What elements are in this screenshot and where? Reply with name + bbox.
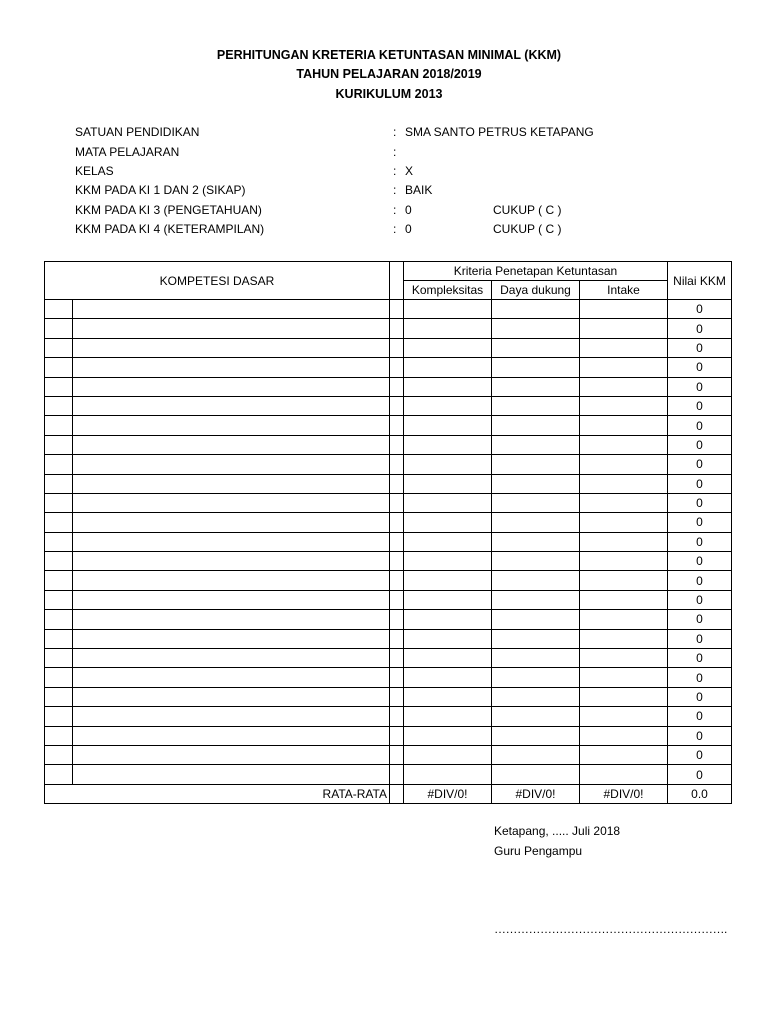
info-colon: : xyxy=(393,145,397,159)
table-row xyxy=(45,707,732,726)
intake-cell xyxy=(580,571,668,590)
kd-number-cell xyxy=(45,629,73,648)
intake-cell xyxy=(580,319,668,338)
daya-dukung-cell xyxy=(492,532,580,551)
nilai-kkm-cell: 0 xyxy=(668,493,732,512)
kompleksitas-cell xyxy=(404,474,492,493)
average-label: RATA-RATA xyxy=(45,784,390,803)
kd-number-cell xyxy=(45,532,73,551)
intake-cell xyxy=(580,552,668,571)
intake-header: Intake xyxy=(580,281,668,300)
kompleksitas-cell xyxy=(404,707,492,726)
intake-cell xyxy=(580,765,668,784)
spacer-cell xyxy=(390,396,404,415)
spacer-cell xyxy=(390,571,404,590)
kd-number-cell xyxy=(45,687,73,706)
kompleksitas-cell xyxy=(404,416,492,435)
spacer-cell xyxy=(390,416,404,435)
nilai-kkm-cell: 0 xyxy=(668,552,732,571)
kd-description-cell xyxy=(73,416,390,435)
spacer-cell xyxy=(390,358,404,377)
kd-number-cell xyxy=(45,358,73,377)
spacer-cell xyxy=(390,745,404,764)
daya-dukung-cell xyxy=(492,571,580,590)
table-row xyxy=(45,610,732,629)
kompleksitas-cell xyxy=(404,358,492,377)
info-label: KKM PADA KI 1 DAN 2 (SIKAP) xyxy=(75,183,246,197)
nilai-kkm-cell: 0 xyxy=(668,474,732,493)
nilai-kkm-cell: 0 xyxy=(668,435,732,454)
spacer-cell xyxy=(390,300,404,319)
table-row xyxy=(45,629,732,648)
spacer-cell xyxy=(390,687,404,706)
daya-dukung-header: Daya dukung xyxy=(492,281,580,300)
kompleksitas-cell xyxy=(404,745,492,764)
kd-number-cell xyxy=(45,610,73,629)
nilai-kkm-cell: 0 xyxy=(668,396,732,415)
intake-cell xyxy=(580,610,668,629)
intake-cell xyxy=(580,513,668,532)
daya-dukung-cell xyxy=(492,707,580,726)
table-row xyxy=(45,745,732,764)
intake-cell xyxy=(580,377,668,396)
kompleksitas-cell xyxy=(404,377,492,396)
info-label: SATUAN PENDIDIKAN xyxy=(75,125,200,139)
nilai-kkm-cell: 0 xyxy=(668,513,732,532)
kd-number-cell xyxy=(45,765,73,784)
daya-dukung-cell xyxy=(492,745,580,764)
table-row xyxy=(45,765,732,784)
criteria-header: Kriteria Penetapan Ketuntasan xyxy=(404,262,668,281)
kd-number-cell xyxy=(45,300,73,319)
daya-dukung-cell xyxy=(492,338,580,357)
kd-number-cell xyxy=(45,493,73,512)
kompleksitas-cell xyxy=(404,629,492,648)
kompleksitas-cell xyxy=(404,590,492,609)
daya-dukung-cell xyxy=(492,493,580,512)
table-row xyxy=(45,493,732,512)
nilai-kkm-cell: 0 xyxy=(668,610,732,629)
spacer-cell xyxy=(390,765,404,784)
daya-dukung-cell xyxy=(492,687,580,706)
nilai-kkm-cell: 0 xyxy=(668,687,732,706)
info-label: KELAS xyxy=(75,164,114,178)
daya-dukung-cell xyxy=(492,765,580,784)
daya-dukung-cell xyxy=(492,629,580,648)
nilai-kkm-cell: 0 xyxy=(668,571,732,590)
spacer-cell xyxy=(390,649,404,668)
nilai-kkm-cell: 0 xyxy=(668,745,732,764)
table-row xyxy=(45,300,732,319)
kd-description-cell xyxy=(73,629,390,648)
intake-cell xyxy=(580,745,668,764)
kompleksitas-header: Kompleksitas xyxy=(404,281,492,300)
kompleksitas-cell xyxy=(404,396,492,415)
daya-dukung-cell xyxy=(492,319,580,338)
info-label: MATA PELAJARAN xyxy=(75,145,180,159)
daya-dukung-cell xyxy=(492,513,580,532)
intake-cell xyxy=(580,707,668,726)
kd-description-cell xyxy=(73,455,390,474)
kd-description-cell xyxy=(73,358,390,377)
info-value: 0 xyxy=(405,203,412,217)
nilai-kkm-header: Nilai KKM xyxy=(668,262,732,300)
kd-description-cell xyxy=(73,687,390,706)
kompleksitas-cell xyxy=(404,338,492,357)
spacer-cell xyxy=(390,707,404,726)
table-row xyxy=(45,513,732,532)
nilai-kkm-cell: 0 xyxy=(668,377,732,396)
kompleksitas-cell xyxy=(404,687,492,706)
daya-dukung-cell xyxy=(492,590,580,609)
spacer-cell xyxy=(390,338,404,357)
kompleksitas-cell xyxy=(404,319,492,338)
spacer-cell xyxy=(390,726,404,745)
info-row xyxy=(75,123,715,142)
info-colon: : xyxy=(393,222,397,236)
intake-cell xyxy=(580,300,668,319)
kd-number-cell xyxy=(45,474,73,493)
info-label: KKM PADA KI 4 (KETERAMPILAN) xyxy=(75,222,265,236)
kd-description-cell xyxy=(73,590,390,609)
intake-cell xyxy=(580,668,668,687)
nilai-kkm-cell: 0 xyxy=(668,765,732,784)
intake-cell xyxy=(580,358,668,377)
kd-number-cell xyxy=(45,649,73,668)
average-kompleksitas: #DIV/0! xyxy=(404,784,492,803)
kd-description-cell xyxy=(73,765,390,784)
kompleksitas-cell xyxy=(404,668,492,687)
info-row xyxy=(75,162,715,181)
info-row xyxy=(75,201,715,220)
table-row xyxy=(45,571,732,590)
kd-description-cell xyxy=(73,435,390,454)
spacer-cell xyxy=(390,513,404,532)
kompleksitas-cell xyxy=(404,435,492,454)
spacer-cell xyxy=(390,668,404,687)
table-row xyxy=(45,319,732,338)
kompleksitas-cell xyxy=(404,649,492,668)
intake-cell xyxy=(580,649,668,668)
info-row xyxy=(75,220,715,239)
kd-number-cell xyxy=(45,571,73,590)
daya-dukung-cell xyxy=(492,377,580,396)
daya-dukung-cell xyxy=(492,396,580,415)
kd-number-cell xyxy=(45,377,73,396)
daya-dukung-cell xyxy=(492,610,580,629)
kd-description-cell xyxy=(73,707,390,726)
kompleksitas-cell xyxy=(404,455,492,474)
nilai-kkm-cell: 0 xyxy=(668,358,732,377)
table-row xyxy=(45,377,732,396)
kd-header: KOMPETESI DASAR xyxy=(45,262,390,300)
kd-description-cell xyxy=(73,338,390,357)
table-row xyxy=(45,358,732,377)
info-row xyxy=(75,143,715,162)
info-value: BAIK xyxy=(405,183,433,197)
average-daya-dukung: #DIV/0! xyxy=(492,784,580,803)
average-nilai-kkm: 0.0 xyxy=(668,784,732,803)
table-row xyxy=(45,396,732,415)
kd-number-cell xyxy=(45,416,73,435)
kompleksitas-cell xyxy=(404,513,492,532)
spacer-cell xyxy=(390,552,404,571)
daya-dukung-cell xyxy=(492,668,580,687)
kd-number-cell xyxy=(45,513,73,532)
kd-description-cell xyxy=(73,396,390,415)
intake-cell xyxy=(580,687,668,706)
info-colon: : xyxy=(393,183,397,197)
spacer-cell xyxy=(390,377,404,396)
daya-dukung-cell xyxy=(492,358,580,377)
kd-number-cell xyxy=(45,396,73,415)
signature-place-date: Ketapang, ..... Juli 2018 xyxy=(494,824,621,838)
spacer-cell xyxy=(390,590,404,609)
nilai-kkm-cell: 0 xyxy=(668,590,732,609)
nilai-kkm-cell: 0 xyxy=(668,338,732,357)
nilai-kkm-cell: 0 xyxy=(668,532,732,551)
info-colon: : xyxy=(393,203,397,217)
daya-dukung-cell xyxy=(492,435,580,454)
kd-description-cell xyxy=(73,571,390,590)
spacer-cell xyxy=(390,532,404,551)
info-extra: CUKUP ( C ) xyxy=(493,222,562,236)
spacer-cell xyxy=(390,474,404,493)
kd-description-cell xyxy=(73,726,390,745)
table-row xyxy=(45,474,732,493)
table-row xyxy=(45,590,732,609)
daya-dukung-cell xyxy=(492,455,580,474)
kd-description-cell xyxy=(73,745,390,764)
table-row xyxy=(45,416,732,435)
daya-dukung-cell xyxy=(492,300,580,319)
intake-cell xyxy=(580,416,668,435)
table-row xyxy=(45,726,732,745)
table-row xyxy=(45,649,732,668)
spacer-cell xyxy=(390,262,404,300)
intake-cell xyxy=(580,338,668,357)
table-row xyxy=(45,532,732,551)
kompleksitas-cell xyxy=(404,532,492,551)
kd-number-cell xyxy=(45,338,73,357)
spacer-cell xyxy=(390,784,404,803)
spacer-cell xyxy=(390,455,404,474)
spacer-cell xyxy=(390,319,404,338)
kd-description-cell xyxy=(73,532,390,551)
kd-description-cell xyxy=(73,474,390,493)
kd-description-cell xyxy=(73,300,390,319)
table-row xyxy=(45,455,732,474)
info-value: SMA SANTO PETRUS KETAPANG xyxy=(405,125,594,139)
daya-dukung-cell xyxy=(492,649,580,668)
daya-dukung-cell xyxy=(492,726,580,745)
intake-cell xyxy=(580,726,668,745)
nilai-kkm-cell: 0 xyxy=(668,416,732,435)
kd-description-cell xyxy=(73,493,390,512)
info-colon: : xyxy=(393,164,397,178)
table-row xyxy=(45,668,732,687)
kd-number-cell xyxy=(45,745,73,764)
nilai-kkm-cell: 0 xyxy=(668,726,732,745)
nilai-kkm-cell: 0 xyxy=(668,649,732,668)
nilai-kkm-cell: 0 xyxy=(668,319,732,338)
info-label: KKM PADA KI 3 (PENGETAHUAN) xyxy=(75,203,262,217)
kompleksitas-cell xyxy=(404,765,492,784)
intake-cell xyxy=(580,474,668,493)
nilai-kkm-cell: 0 xyxy=(668,629,732,648)
average-intake: #DIV/0! xyxy=(580,784,668,803)
intake-cell xyxy=(580,455,668,474)
kd-number-cell xyxy=(45,319,73,338)
intake-cell xyxy=(580,590,668,609)
curriculum: KURIKULUM 2013 xyxy=(335,87,443,101)
kd-number-cell xyxy=(45,435,73,454)
intake-cell xyxy=(580,532,668,551)
kd-description-cell xyxy=(73,552,390,571)
nilai-kkm-cell: 0 xyxy=(668,668,732,687)
kd-description-cell xyxy=(73,377,390,396)
intake-cell xyxy=(580,629,668,648)
kd-number-cell xyxy=(45,455,73,474)
kompleksitas-cell xyxy=(404,726,492,745)
academic-year: TAHUN PELAJARAN 2018/2019 xyxy=(296,67,482,81)
info-value: 0 xyxy=(405,222,412,236)
table-row xyxy=(45,435,732,454)
info-colon: : xyxy=(393,125,397,139)
daya-dukung-cell xyxy=(492,552,580,571)
spacer-cell xyxy=(390,493,404,512)
kd-description-cell xyxy=(73,319,390,338)
kd-number-cell xyxy=(45,552,73,571)
kd-description-cell xyxy=(73,668,390,687)
info-value: X xyxy=(405,164,414,178)
kd-description-cell xyxy=(73,649,390,668)
kompleksitas-cell xyxy=(404,571,492,590)
document-title: PERHITUNGAN KRETERIA KETUNTASAN MINIMAL (KKM) xyxy=(216,48,562,62)
signature-role: Guru Pengampu xyxy=(494,844,583,858)
nilai-kkm-cell: 0 xyxy=(668,455,732,474)
signature-line: ……………………………………………………. xyxy=(494,922,727,936)
kd-number-cell xyxy=(45,707,73,726)
table-row xyxy=(45,552,732,571)
kd-number-cell xyxy=(45,668,73,687)
spacer-cell xyxy=(390,435,404,454)
nilai-kkm-cell: 0 xyxy=(668,707,732,726)
kd-description-cell xyxy=(73,513,390,532)
kompleksitas-cell xyxy=(404,552,492,571)
kompleksitas-cell xyxy=(404,610,492,629)
average-row xyxy=(45,784,732,803)
intake-cell xyxy=(580,396,668,415)
intake-cell xyxy=(580,435,668,454)
info-extra: CUKUP ( C ) xyxy=(493,203,562,217)
kompleksitas-cell xyxy=(404,493,492,512)
kd-number-cell xyxy=(45,590,73,609)
daya-dukung-cell xyxy=(492,416,580,435)
kompleksitas-cell xyxy=(404,300,492,319)
kd-number-cell xyxy=(45,726,73,745)
table-row xyxy=(45,338,732,357)
spacer-cell xyxy=(390,629,404,648)
info-row xyxy=(75,181,715,200)
intake-cell xyxy=(580,493,668,512)
table-row xyxy=(45,687,732,706)
spacer-cell xyxy=(390,610,404,629)
daya-dukung-cell xyxy=(492,474,580,493)
nilai-kkm-cell: 0 xyxy=(668,300,732,319)
kd-description-cell xyxy=(73,610,390,629)
kkm-table xyxy=(44,261,732,804)
